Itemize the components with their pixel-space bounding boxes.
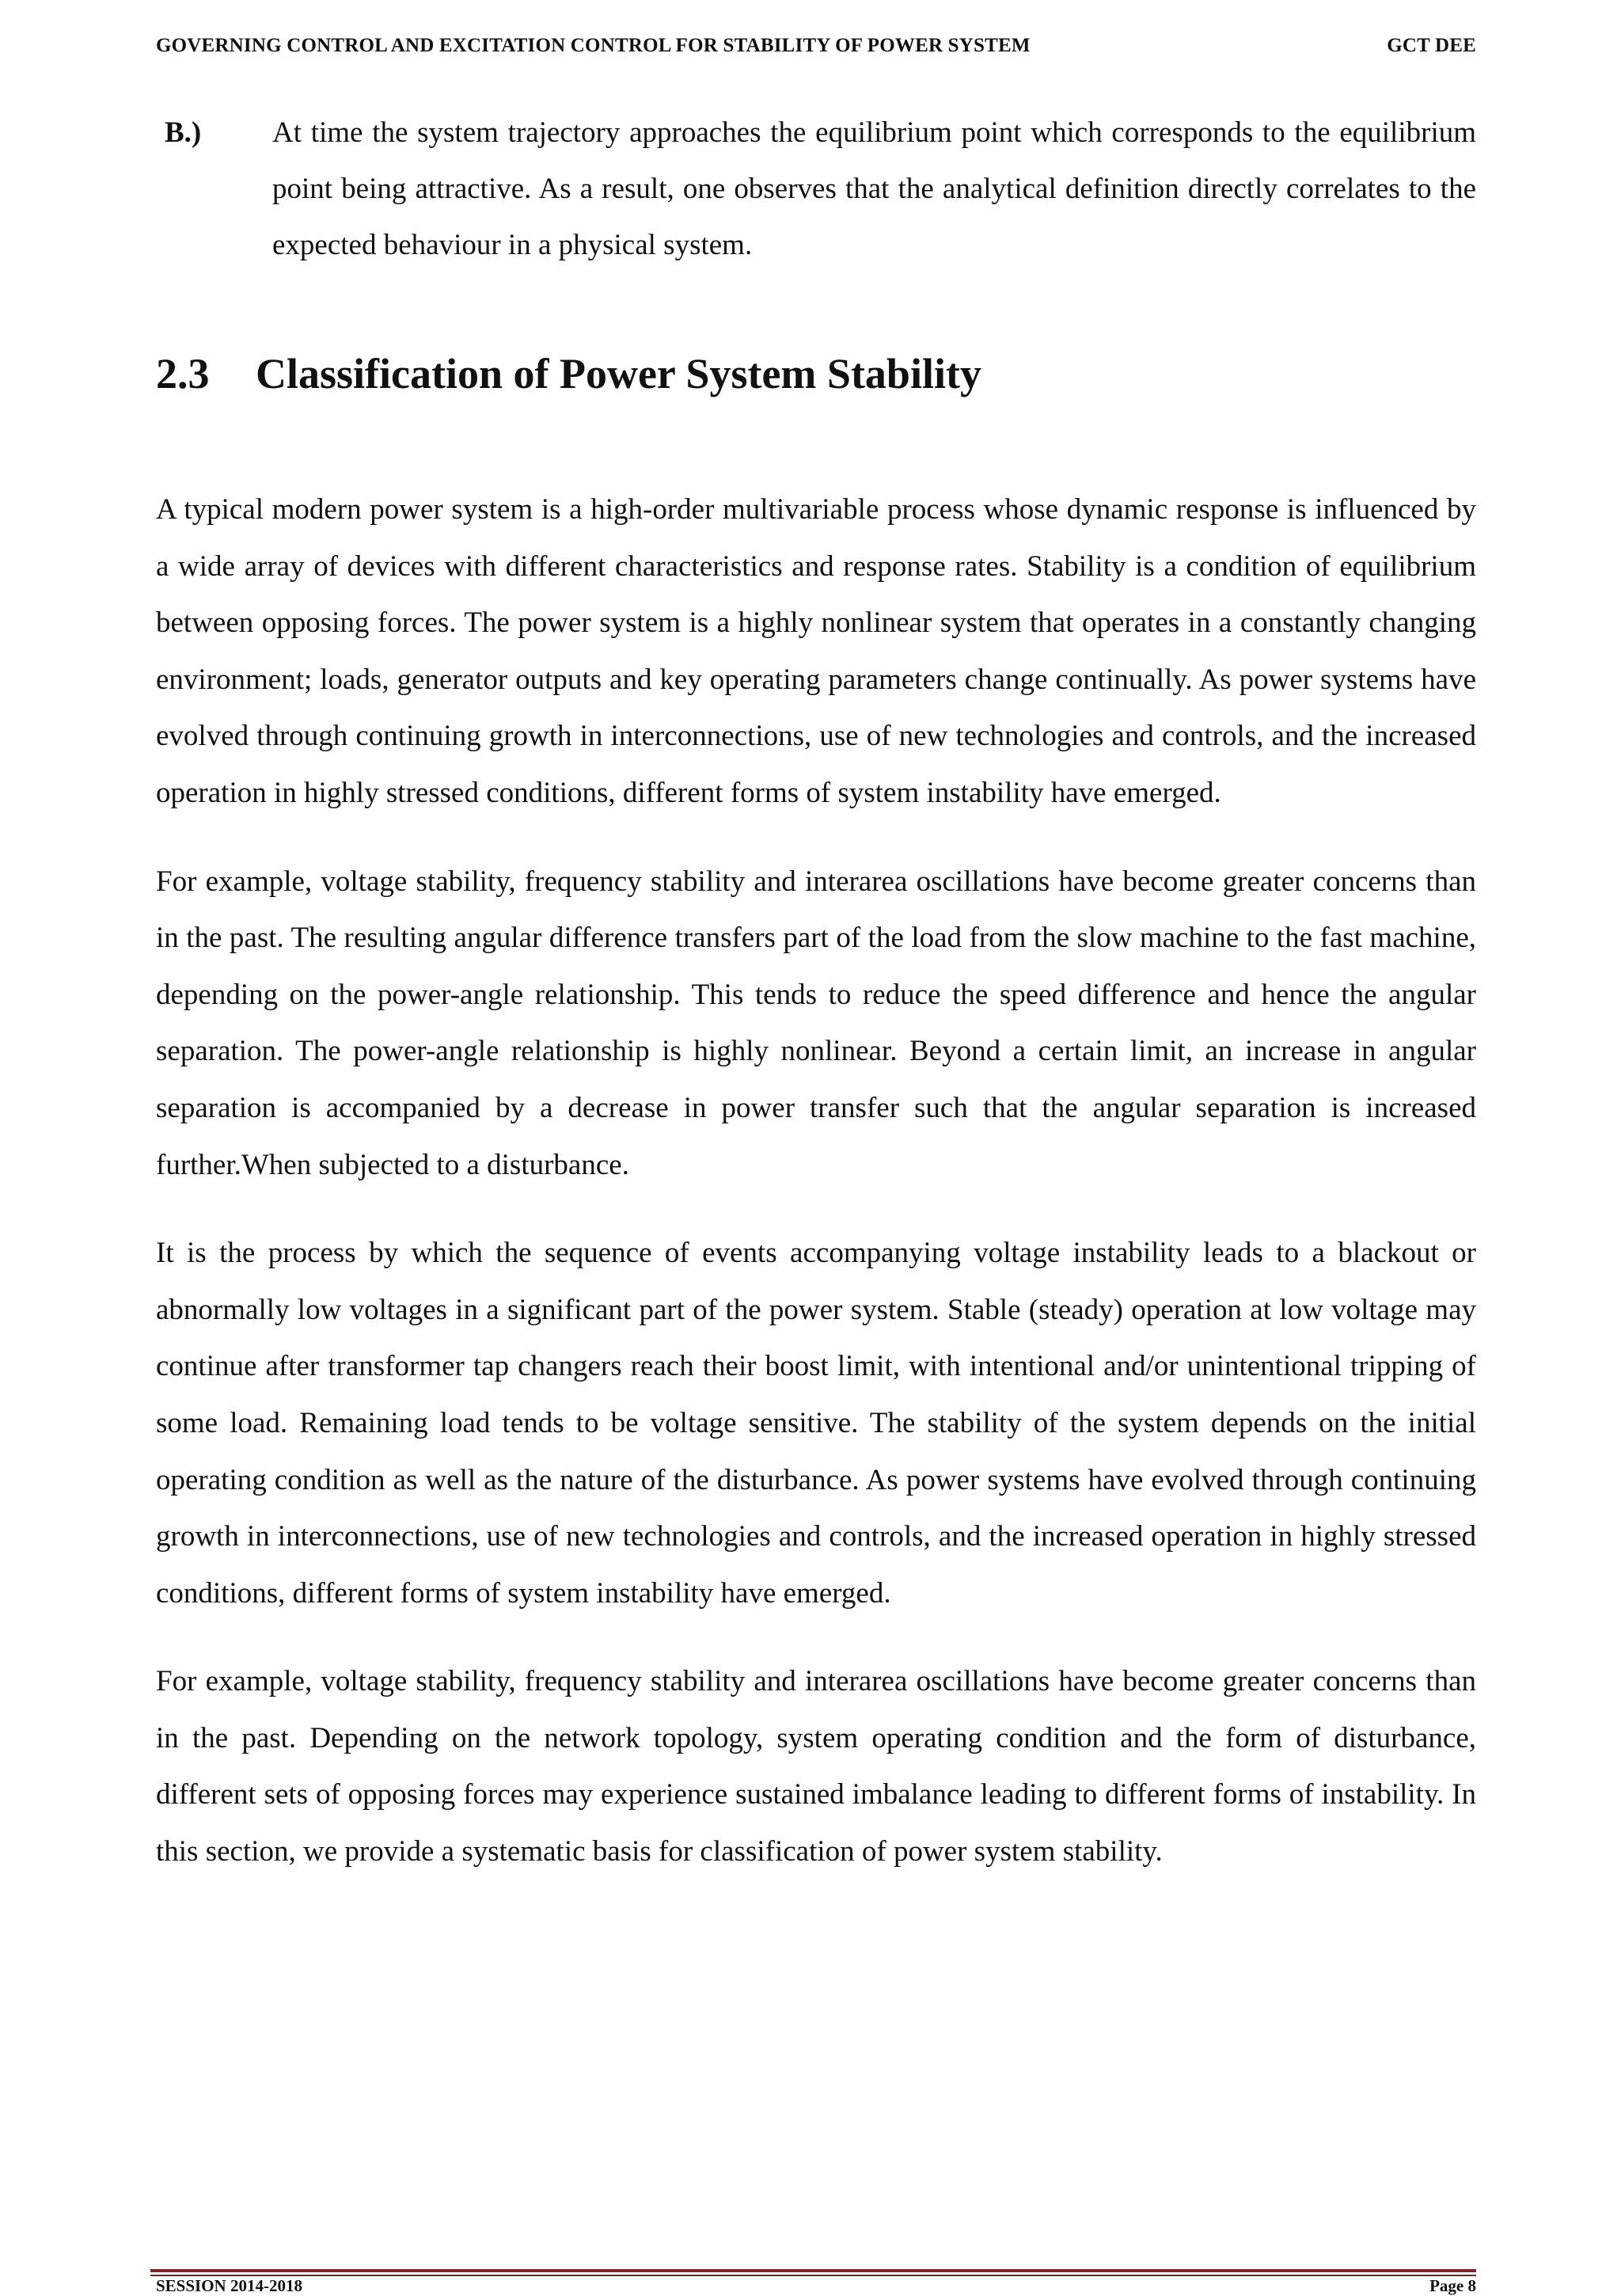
section-body	[156, 481, 1476, 1912]
section-title: Classification of Power System Stability	[256, 350, 981, 397]
paragraph: It is the process by which the sequence of events accompanying voltage instability leads to a blackout or abnormally low voltages in a significant part of the power system. Stable (steady) operation at low voltage may continue after transformer tap changers reach their boost limit, with intentional and/or unintentional tripping of some load. Remaining load tends to be voltage sensitive. The stability of the system depends on the initial operating condition as well as the nature of the disturbance. As power systems have evolved through continuing growth in interconnections, use of new technologies and controls, and the increased operation in highly stressed conditions, different forms of system instability have emerged.	[156, 1237, 1476, 1610]
page-number: Page 8	[1429, 2275, 1476, 2295]
paragraph: A typical modern power system is a high-order multivariable process whose dynamic response is influenced by a wide array of devices with different characteristics and response rates. Stability is a condition of equilibrium between opposing forces. The power system is a highly nonlinear system that operates in a constantly changing environment; loads, generator outputs and key operating parameters change continually. As power systems have evolved through continuing growth in interconnections, use of new technologies and controls, and the increased operation in highly stressed conditions, different forms of system instability have emerged.	[156, 493, 1476, 809]
list-item-b	[156, 105, 1476, 273]
footer-rule-lower	[150, 2275, 1476, 2276]
list-item-text: At time the system trajectory approaches the equilibrium point which corresponds to the equilibrium point being attractive. As a result, one observes that the analytical definition directly correlates to the expected behaviour in a physical system.	[272, 116, 1476, 261]
header-department: GCT DEE	[1387, 35, 1476, 56]
footer-session: SESSION 2014-2018	[156, 2275, 302, 2295]
section-number: 2.3	[156, 350, 210, 397]
running-header	[156, 30, 1476, 62]
list-item-label: B.)	[165, 116, 202, 149]
footer-rule-upper	[150, 2269, 1476, 2272]
footer	[156, 2277, 1476, 2294]
paragraph: For example, voltage stability, frequency stability and interarea oscillations have become greater concerns than in the past. Depending on the network topology, system operating condition and the form of disturbance, different sets of opposing forces may experience sustained imbalance leading to different forms of instability. In this section, we provide a systematic basis for classification of power system stability.	[156, 1665, 1476, 1868]
header-title: GOVERNING CONTROL AND EXCITATION CONTROL FOR STABILITY OF POWER SYSTEM	[156, 35, 1031, 56]
paragraph: For example, voltage stability, frequency stability and interarea oscillations have become greater concerns than in the past. The resulting angular difference transfers part of the load from the slow machine to the fast machine, depending on the power-angle relationship. This tends to reduce the speed difference and hence the angular separation. The power-angle relationship is highly nonlinear. Beyond a certain limit, an increase in angular separation is accompanied by a decrease in power transfer such that the angular separation is increased further.When subjected to a disturbance.	[156, 865, 1476, 1181]
section-heading	[156, 342, 981, 405]
